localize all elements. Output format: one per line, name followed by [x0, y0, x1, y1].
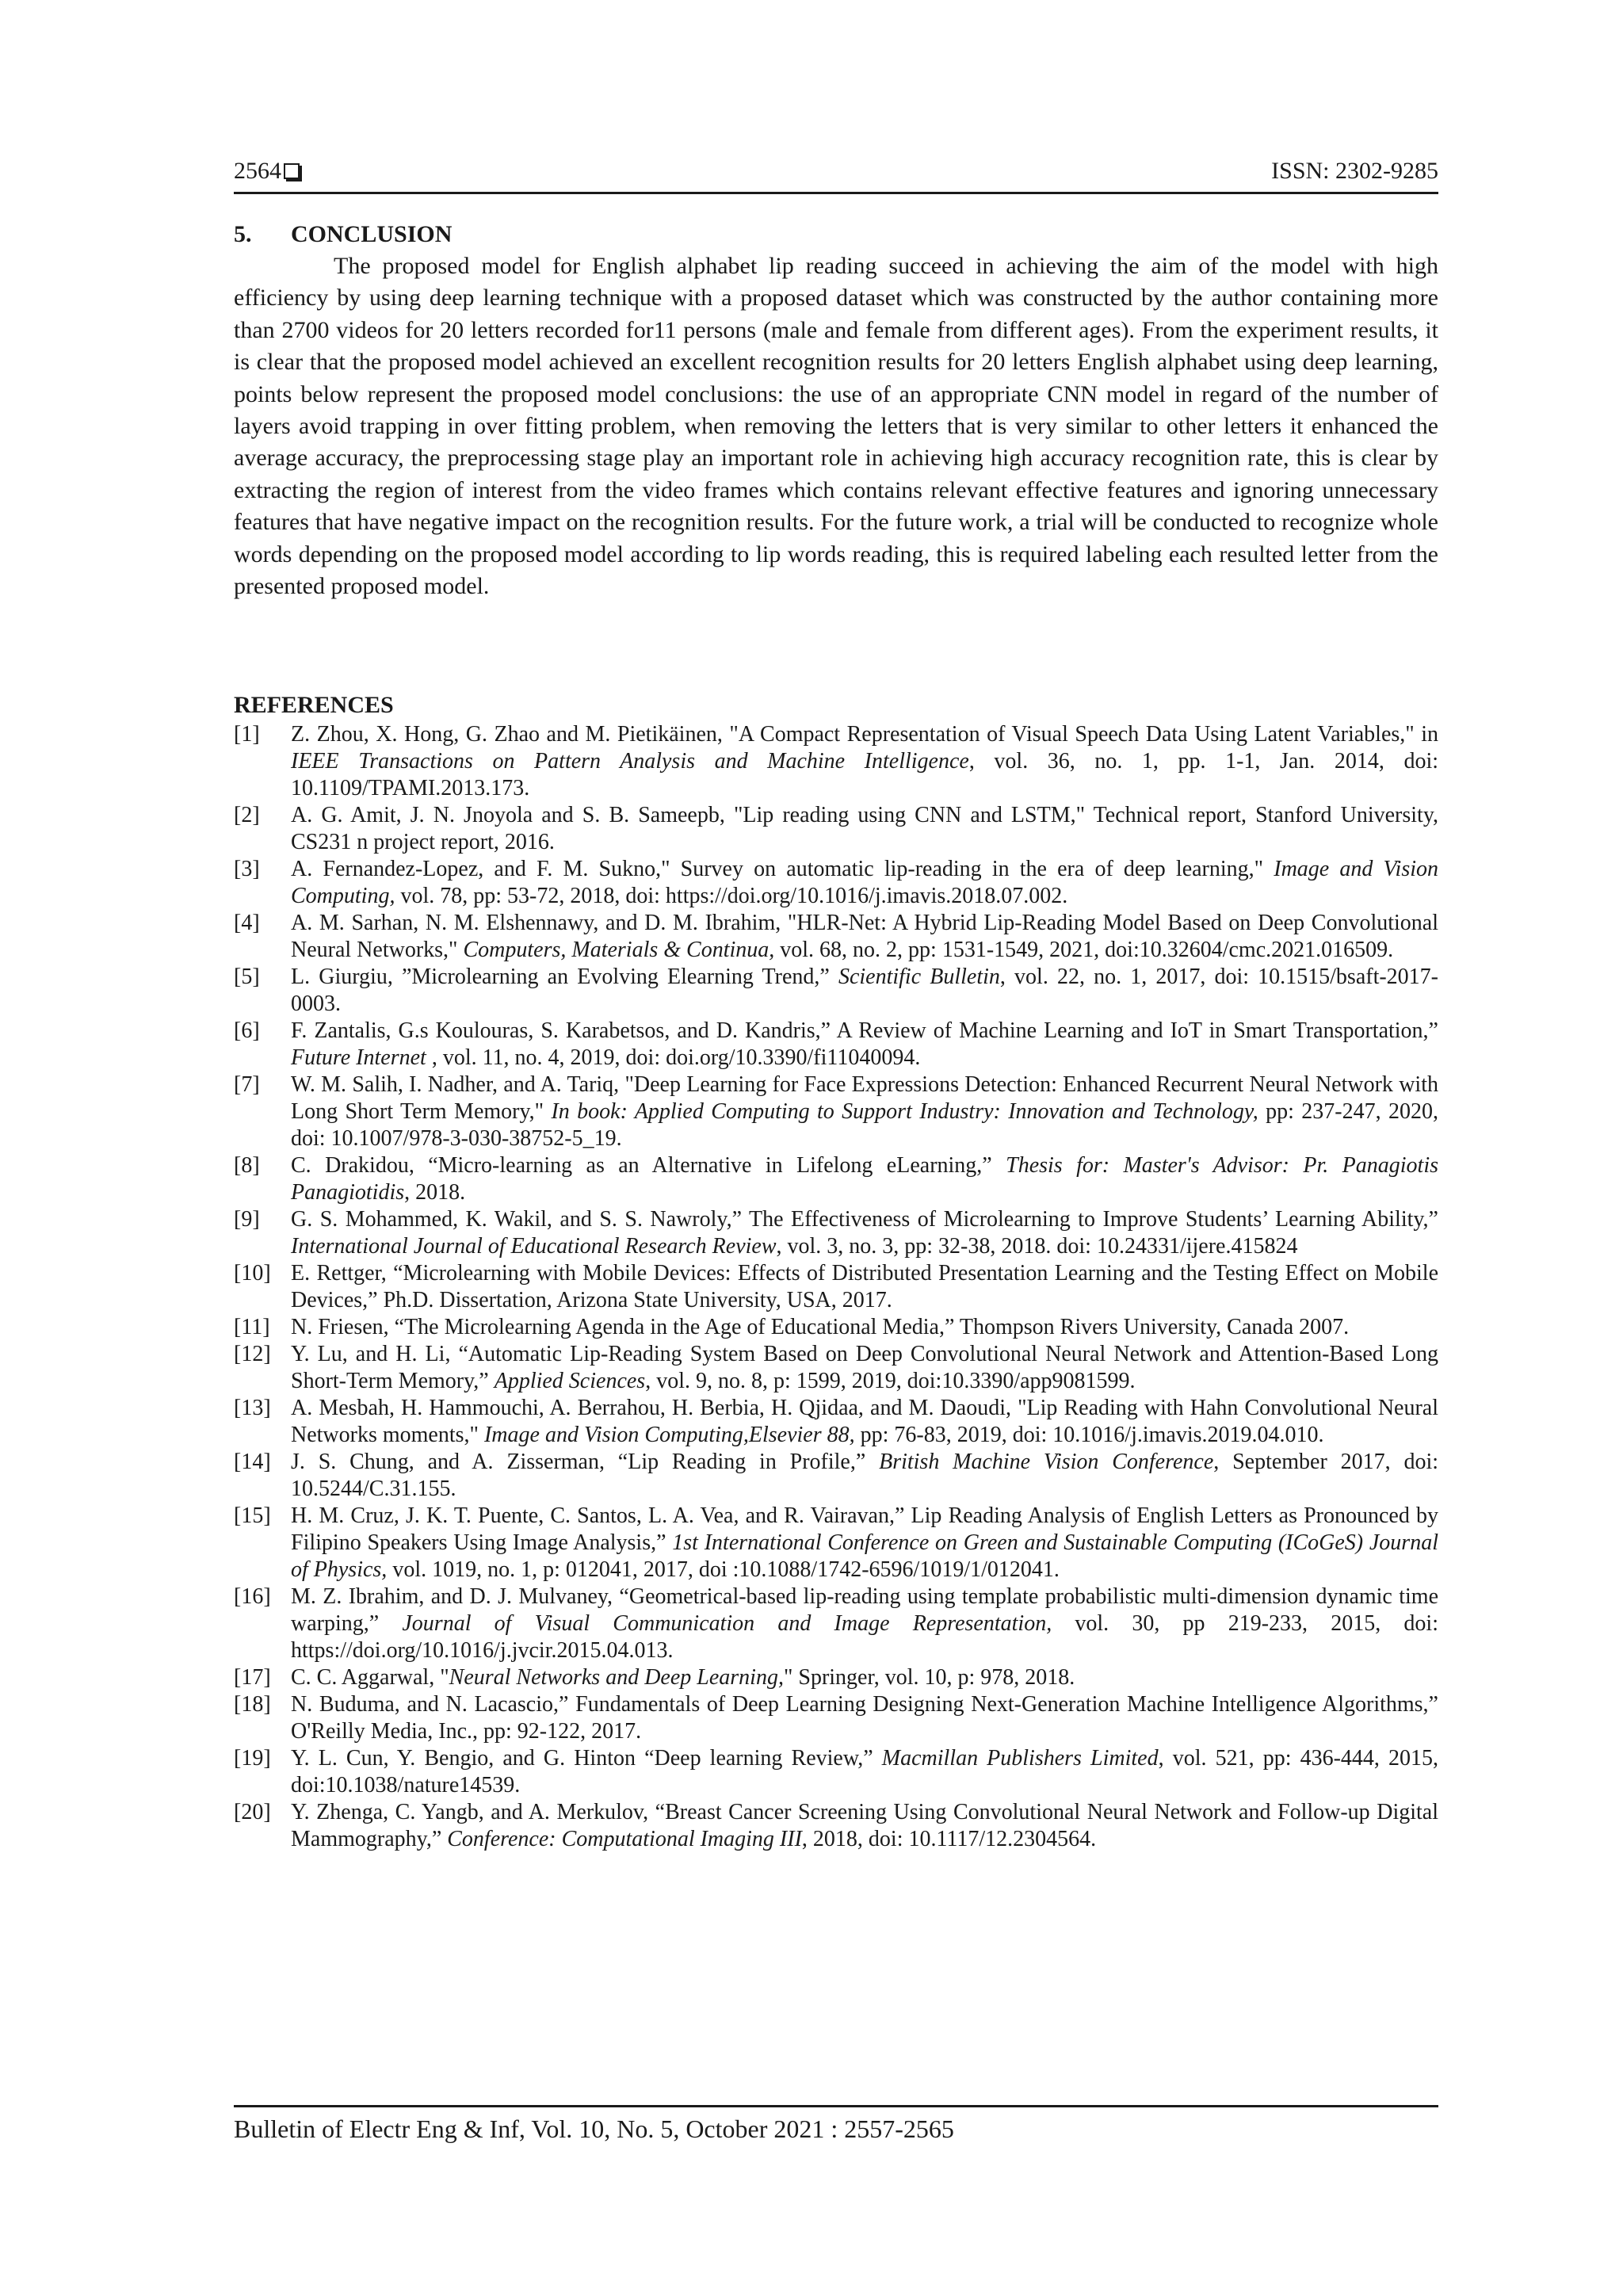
- reference-details: vol. 68, no. 2, pp: 1531-1549, 2021, doi:10.32604/cmc.2021.016509.: [774, 938, 1394, 962]
- reference-source: Journal of Visual Communication and Image Representation,: [402, 1611, 1052, 1636]
- reference-number: [14]: [234, 1450, 271, 1474]
- reference-number: [9]: [234, 1207, 260, 1232]
- reference-item: [234, 721, 1438, 802]
- reference-item: [234, 1745, 1438, 1799]
- reference-item: [234, 1018, 1438, 1072]
- reference-source: Conference: Computational Imaging III: [447, 1827, 802, 1851]
- reference-item: [234, 856, 1438, 910]
- reference-details: , 2018.: [404, 1180, 466, 1205]
- section-title: CONCLUSION: [291, 221, 453, 247]
- reference-text: A. Fernandez-Lopez, and F. M. Sukno," Survey on automatic lip-reading in the era of deep learning,": [291, 857, 1274, 881]
- reference-source: Neural Networks and Deep Learning,: [449, 1665, 784, 1690]
- reference-item: [234, 1664, 1438, 1691]
- reference-source: Computers, Materials & Continua,: [463, 938, 775, 962]
- reference-text: Y. L. Cun, Y. Bengio, and G. Hinton “Deep learning Review,”: [291, 1746, 882, 1771]
- reference-number: [12]: [234, 1342, 271, 1366]
- reference-number: [15]: [234, 1503, 271, 1528]
- reference-item: [234, 1341, 1438, 1395]
- reference-text: L. Giurgiu, ”Microlearning an Evolving Elearning Trend,”: [291, 965, 838, 989]
- reference-number: [6]: [234, 1018, 260, 1043]
- reference-details: pp: 76-83, 2019, doi: 10.1016/j.imavis.2019.04.010.: [854, 1423, 1324, 1447]
- reference-source: In book: Applied Computing to Support Industry: Innovation and Technology,: [551, 1099, 1258, 1124]
- reference-item: [234, 1152, 1438, 1206]
- reference-source: 1st International Conference on Green and Sustainable Computing (ICoGeS) Journal of Physics,: [291, 1530, 1438, 1582]
- reference-details: " Springer, vol. 10, p: 978, 2018.: [783, 1665, 1075, 1690]
- reference-source: International Journal of Educational Research Review: [291, 1234, 777, 1259]
- box-icon: [284, 163, 300, 179]
- reference-details: vol. 78, pp: 53-72, 2018, doi: https://doi.org/10.1016/j.imavis.2018.07.002.: [395, 884, 1068, 908]
- reference-text: A. M. Sarhan, N. M. Elshennawy, and D. M. Ibrahim, "HLR-Net: A Hybrid Lip-Reading Model Based on Deep Convolutional Neural Networks,": [291, 911, 1438, 962]
- reference-item: [234, 1449, 1438, 1503]
- reference-text: W. M. Salih, I. Nadher, and A. Tariq, "Deep Learning for Face Expressions Detection: Enhanced Recurrent Neural Network with Long Short Term Memory,": [291, 1072, 1438, 1124]
- footer-rule: [234, 2105, 1438, 2107]
- reference-details: , September 2017, doi: 10.5244/C.31.155.: [291, 1450, 1438, 1501]
- page-number-group: [234, 155, 300, 187]
- reference-number: [17]: [234, 1665, 271, 1690]
- reference-details: pp: 237-247, 2020, doi: 10.1007/978-3-030-38752-5_19.: [291, 1099, 1438, 1151]
- reference-number: [5]: [234, 965, 260, 989]
- reference-item: [234, 1584, 1438, 1664]
- issn: ISSN: 2302-9285: [1271, 158, 1438, 184]
- reference-number: [1]: [234, 722, 260, 747]
- reference-number: [13]: [234, 1396, 271, 1420]
- reference-details: vol. 1019, no. 1, p: 012041, 2017, doi :10.1088/1742-6596/1019/1/012041.: [387, 1557, 1060, 1582]
- reference-source: IEEE Transactions on Pattern Analysis and Machine Intelligence: [291, 749, 969, 774]
- conclusion-section: [234, 219, 1438, 602]
- reference-text: F. Zantalis, G.s Koulouras, S. Karabetsos, and D. Kandris,” A Review of Machine Learning and IoT in Smart Transportation,”: [291, 1018, 1438, 1043]
- reference-text: M. Z. Ibrahim, and D. J. Mulvaney, “Geometrical-based lip-reading using template probabilistic multi-dimension dynamic time warping,”: [291, 1584, 1438, 1636]
- reference-number: [19]: [234, 1746, 271, 1771]
- reference-details: , vol. 3, no. 3, pp: 32-38, 2018. doi: 10.24331/ijere.415824: [776, 1234, 1298, 1259]
- reference-source: Scientific Bulletin: [838, 965, 1000, 989]
- reference-item: [234, 802, 1438, 856]
- reference-item: [234, 1072, 1438, 1152]
- reference-text: Z. Zhou, X. Hong, G. Zhao and M. Pietikäinen, "A Compact Representation of Visual Speech Data Using Latent Variables," in: [291, 722, 1438, 747]
- page-header: [234, 155, 1438, 192]
- reference-text: H. M. Cruz, J. K. T. Puente, C. Santos, L. A. Vea, and R. Vairavan,” Lip Reading Analysis of English Letters as Pronounced by Filipino Speakers Using Image Analysis,”: [291, 1503, 1438, 1555]
- reference-text: C. C. Aggarwal, ": [291, 1665, 449, 1690]
- reference-item: [234, 1395, 1438, 1449]
- reference-source: British Machine Vision Conference: [879, 1450, 1214, 1474]
- reference-details: , vol. 11, no. 4, 2019, doi: doi.org/10.3390/fi11040094.: [426, 1045, 921, 1070]
- reference-item: [234, 1206, 1438, 1260]
- reference-text: J. S. Chung, and A. Zisserman, “Lip Reading in Profile,”: [291, 1450, 880, 1474]
- reference-details: , vol. 22, no. 1, 2017, doi: 10.1515/bsaft-2017-0003.: [291, 965, 1439, 1016]
- reference-item: [234, 1260, 1438, 1314]
- reference-source: Image and Vision Computing,Elsevier 88,: [483, 1423, 855, 1447]
- reference-list: [234, 721, 1438, 1853]
- reference-details: , vol. 36, no. 1, pp. 1-1, Jan. 2014, doi: 10.1109/TPAMI.2013.173.: [291, 749, 1438, 800]
- page-number: 2564: [234, 158, 281, 184]
- reference-details: , vol. 521, pp: 436-444, 2015, doi:10.1038/nature14539.: [291, 1746, 1439, 1797]
- reference-text: N. Friesen, “The Microlearning Agenda in the Age of Educational Media,” Thompson Rivers University, Canada 2007.: [291, 1315, 1350, 1339]
- reference-number: [4]: [234, 911, 260, 935]
- reference-number: [20]: [234, 1800, 271, 1824]
- reference-text: Y. Lu, and H. Li, “Automatic Lip-Reading System Based on Deep Convolutional Neural Network and Attention-Based Long Short-Term Memory,”: [291, 1342, 1438, 1393]
- reference-number: [3]: [234, 857, 260, 881]
- reference-text: Y. Zhenga, C. Yangb, and A. Merkulov, “Breast Cancer Screening Using Convolutional Neural Network and Follow-up Digital Mammography,”: [291, 1800, 1438, 1851]
- reference-details: , 2018, doi: 10.1117/12.2304564.: [801, 1827, 1097, 1851]
- reference-source: Future Internet: [291, 1045, 426, 1070]
- page-footer: Bulletin of Electr Eng & Inf, Vol. 10, No. 5, October 2021 : 2557-2565: [234, 2115, 954, 2143]
- reference-number: [11]: [234, 1315, 270, 1339]
- reference-item: [234, 910, 1438, 964]
- reference-details: vol. 30, pp 219-233, 2015, doi: https://doi.org/10.1016/j.jvcir.2015.04.013.: [291, 1611, 1438, 1663]
- reference-text: A. G. Amit, J. N. Jnoyola and S. B. Sameepb, "Lip reading using CNN and LSTM," Technical report, Stanford University, CS231 n project report, 2016.: [291, 803, 1438, 854]
- section-number: 5.: [234, 221, 252, 247]
- reference-source: Image and Vision Computing,: [291, 857, 1439, 908]
- reference-text: E. Rettger, “Microlearning with Mobile Devices: Effects of Distributed Presentation Learning and the Testing Effect on Mobile Devices,” Ph.D. Dissertation, Arizona State University, USA, 2017.: [291, 1261, 1438, 1312]
- section-heading: [234, 219, 1438, 250]
- reference-item: [234, 964, 1438, 1018]
- reference-number: [2]: [234, 803, 260, 827]
- conclusion-paragraph: The proposed model for English alphabet lip reading succeed in achieving the aim of the model with high efficiency by using deep learning technique with a proposed dataset which was constructed by the author containing more than 2700 videos for 20 letters recorded for11 persons (male and female from different ages). From the experiment results, it is clear that the proposed model achieved an excellent recognition results for 20 letters English alphabet using deep learning, points below represent the proposed model conclusions: the use of an appropriate CNN model in regard of the number of layers avoid trapping in over fitting problem, when removing the letters that is very similar to other letters it enhanced the average accuracy, the preprocessing stage play an important role in achieving high accuracy recognition rate, this is clear by extracting the region of interest from the video frames which contains relevant effective features and ignoring unnecessary features that have negative impact on the recognition results. For the future work, a trial will be conducted to recognize whole words depending on the proposed model according to lip words reading, this is required labeling each resulted letter from the presented proposed model.: [234, 253, 1438, 600]
- reference-source: Applied Sciences: [494, 1369, 646, 1393]
- reference-number: [7]: [234, 1072, 260, 1097]
- reference-source: Thesis for: Master's Advisor: Pr. Panagiotis Panagiotidis: [291, 1153, 1439, 1205]
- reference-text: G. S. Mohammed, K. Wakil, and S. S. Nawroly,” The Effectiveness of Microlearning to Improve Students’ Learning Ability,”: [291, 1207, 1438, 1232]
- reference-item: [234, 1799, 1438, 1853]
- reference-details: , vol. 9, no. 8, p: 1599, 2019, doi:10.3390/app9081599.: [645, 1369, 1136, 1393]
- references-section: [234, 690, 1438, 1853]
- reference-number: [18]: [234, 1692, 271, 1717]
- references-heading: REFERENCES: [234, 692, 394, 718]
- reference-item: [234, 1503, 1438, 1584]
- reference-text: C. Drakidou, “Micro-learning as an Alternative in Lifelong eLearning,”: [291, 1153, 1006, 1178]
- reference-text: N. Buduma, and N. Lacascio,” Fundamentals of Deep Learning Designing Next-Generation Machine Intelligence Algorithms,” O'Reilly Media, Inc., pp: 92-122, 2017.: [291, 1692, 1438, 1744]
- header-rule: [234, 192, 1438, 194]
- reference-number: [10]: [234, 1261, 271, 1286]
- reference-item: [234, 1314, 1438, 1341]
- reference-number: [16]: [234, 1584, 271, 1609]
- reference-number: [8]: [234, 1153, 260, 1178]
- reference-item: [234, 1691, 1438, 1745]
- reference-text: A. Mesbah, H. Hammouchi, A. Berrahou, H. Berbia, H. Qjidaa, and M. Daoudi, "Lip Reading with Hahn Convolutional Neural Networks moments,": [291, 1396, 1438, 1447]
- reference-source: Macmillan Publishers Limited: [881, 1746, 1159, 1771]
